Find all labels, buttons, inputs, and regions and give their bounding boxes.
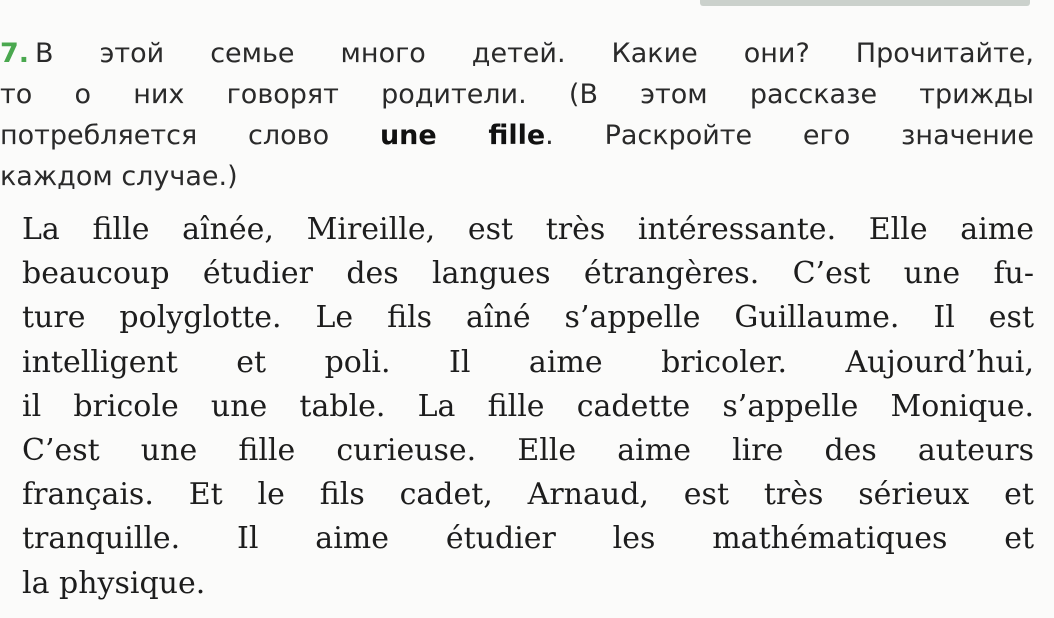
passage-line: beaucoup étudier des langues étrangères. C’est une fu- [22,256,1034,292]
instruction-line-1 [0,33,1034,74]
passage-line: La fille aînée, Mireille, est très intéressante. Elle aime [22,212,1034,247]
passage-line: la physique. [22,565,206,601]
instruction-text-3b: . Раскройте его значение [545,120,1034,151]
french-passage [22,208,1034,606]
instruction-text-2: то о них говорят родители. (В этом рассказе трижды [0,79,1034,110]
instruction-text-4: каждом случае.) [0,161,238,192]
passage-line: tranquille. Il aime étudier les mathématiques et [22,521,1034,557]
instruction-line-4 [0,156,1034,197]
instruction-line-2 [0,74,1034,115]
instruction-line-3 [0,115,1034,156]
passage-line: français. Et le fils cadet, Arnaud, est très sérieux et [22,477,1034,513]
passage-line: C’est une fille curieuse. Elle aime lire des auteurs [22,432,1034,468]
highlighted-term: une fille [379,120,546,151]
decorative-rule [700,0,1030,6]
exercise-number: 7. [0,38,30,69]
passage-line: il bricole une table. La fille cadette s’appelle Monique. [22,388,1034,424]
exercise-instructions [0,33,1034,197]
instruction-text-1: В этой семье много детей. Какие они? Прочитайте, [35,38,1034,69]
instruction-text-3a: потребляется слово [0,120,330,151]
passage-line: ture polyglotte. Le fils aîné s’appelle Guillaume. Il est [22,300,1034,336]
passage-line: intelligent et poli. Il aime bricoler. Aujourd’hui, [22,344,1034,380]
